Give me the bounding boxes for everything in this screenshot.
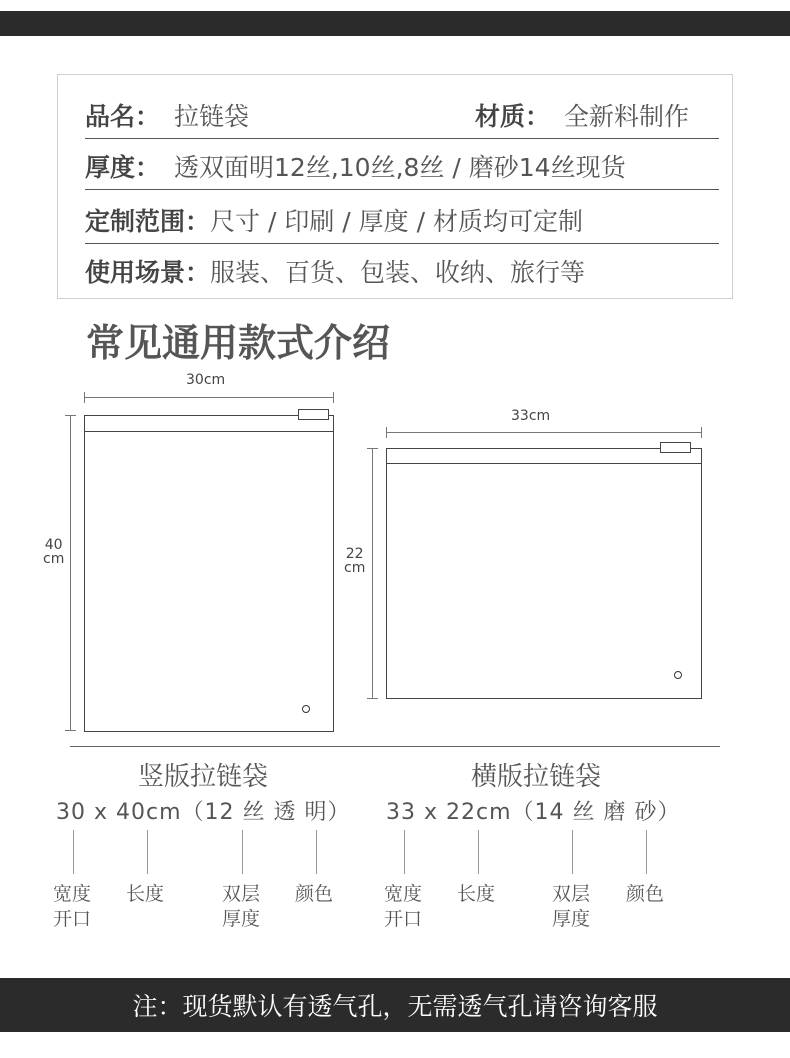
caption-width-opening (384, 882, 422, 932)
vertical-height-unit: cm (43, 551, 65, 567)
vertical-bag-outline (84, 415, 334, 732)
tick (65, 730, 76, 731)
horizontal-height-unit: cm (344, 560, 366, 576)
info-row-thickness (85, 148, 719, 184)
guide-line (242, 830, 243, 874)
material-label: 材质： (474, 102, 550, 131)
caption-length (126, 882, 164, 907)
info-row-usage (85, 253, 719, 289)
top-bar (0, 11, 790, 36)
tick (333, 392, 334, 403)
horizontal-height-label (344, 547, 365, 575)
tick (386, 427, 387, 438)
vertical-height-line (70, 415, 71, 731)
vertical-width-label: 30cm (186, 372, 226, 388)
vertical-bag-spec: 30 x 40cm（12 丝 透 明） (56, 800, 351, 825)
guide-line (73, 830, 74, 874)
thickness-value: 透双面明12丝,10丝,8丝 / 磨砂14丝现货 (174, 153, 626, 182)
material-value: 全新料制作 (563, 102, 689, 131)
caption-length (457, 882, 495, 907)
caption-text: 颜色 (295, 883, 334, 905)
caption-text: 厚度 (552, 908, 591, 930)
caption-text: 长度 (126, 883, 165, 905)
caption-text: 开口 (53, 908, 92, 930)
guide-line (147, 830, 148, 874)
info-divider (85, 243, 719, 244)
caption-color (626, 882, 664, 907)
vertical-height-label (43, 538, 64, 566)
guide-line (478, 830, 479, 874)
caption-double-thickness (222, 882, 260, 932)
caption-double-thickness (552, 882, 590, 932)
info-row-name (85, 97, 719, 133)
caption-text: 颜色 (626, 883, 665, 905)
vertical-bag-air-hole-icon (302, 705, 310, 713)
horizontal-bag-zipper (386, 463, 702, 464)
vertical-width-line (84, 397, 334, 398)
section-title: 常见通用款式介绍 (86, 321, 391, 365)
caption-text: 长度 (457, 883, 496, 905)
tick (65, 415, 76, 416)
horizontal-bag-outline (386, 448, 702, 699)
name-label: 品名： (85, 102, 161, 131)
caption-text: 双层 (552, 883, 591, 905)
tick (367, 698, 378, 699)
caption-color (295, 882, 333, 907)
product-info-box (57, 74, 733, 299)
footer-note: 注：现货默认有透气孔，无需透气孔请咨询客服 (132, 992, 658, 1021)
vertical-bag-zipper (84, 431, 334, 432)
usage-value: 服装、百货、包装、收纳、旅行等 (210, 258, 586, 287)
caption-text: 厚度 (222, 908, 261, 930)
footer-note-bar (0, 978, 790, 1032)
vertical-bag-name: 竖版拉链袋 (138, 762, 269, 792)
horizontal-bag-spec: 33 x 22cm（14 丝 磨 砂） (386, 800, 681, 825)
custom-label: 定制范围： (85, 207, 211, 236)
tick (367, 448, 378, 449)
custom-value: 尺寸 / 印刷 / 厚度 / 材质均可定制 (210, 207, 583, 236)
caption-text: 双层 (222, 883, 261, 905)
horizontal-bag-slider (660, 442, 691, 453)
horizontal-height-value: 22 (345, 546, 364, 562)
guide-line (646, 830, 647, 874)
horizontal-width-line (386, 432, 702, 433)
caption-text: 宽度 (53, 883, 92, 905)
tick (701, 427, 702, 438)
vertical-height-value: 40 (44, 537, 63, 553)
guide-line (572, 830, 573, 874)
usage-label: 使用场景： (85, 258, 211, 287)
caption-width-opening (53, 882, 91, 932)
horizontal-bag-name: 横版拉链袋 (471, 762, 602, 792)
section-divider (70, 746, 720, 747)
vertical-bag-slider (298, 409, 329, 420)
horizontal-bag-air-hole-icon (674, 671, 682, 679)
tick (84, 392, 85, 403)
caption-text: 宽度 (384, 883, 423, 905)
caption-text: 开口 (384, 908, 423, 930)
info-row-custom (85, 202, 719, 238)
name-value: 拉链袋 (174, 102, 250, 131)
thickness-label: 厚度： (85, 153, 161, 182)
info-divider (85, 138, 719, 139)
horizontal-width-label: 33cm (511, 408, 551, 424)
info-divider (85, 189, 719, 190)
guide-line (316, 830, 317, 874)
guide-line (404, 830, 405, 874)
horizontal-height-line (372, 448, 373, 699)
